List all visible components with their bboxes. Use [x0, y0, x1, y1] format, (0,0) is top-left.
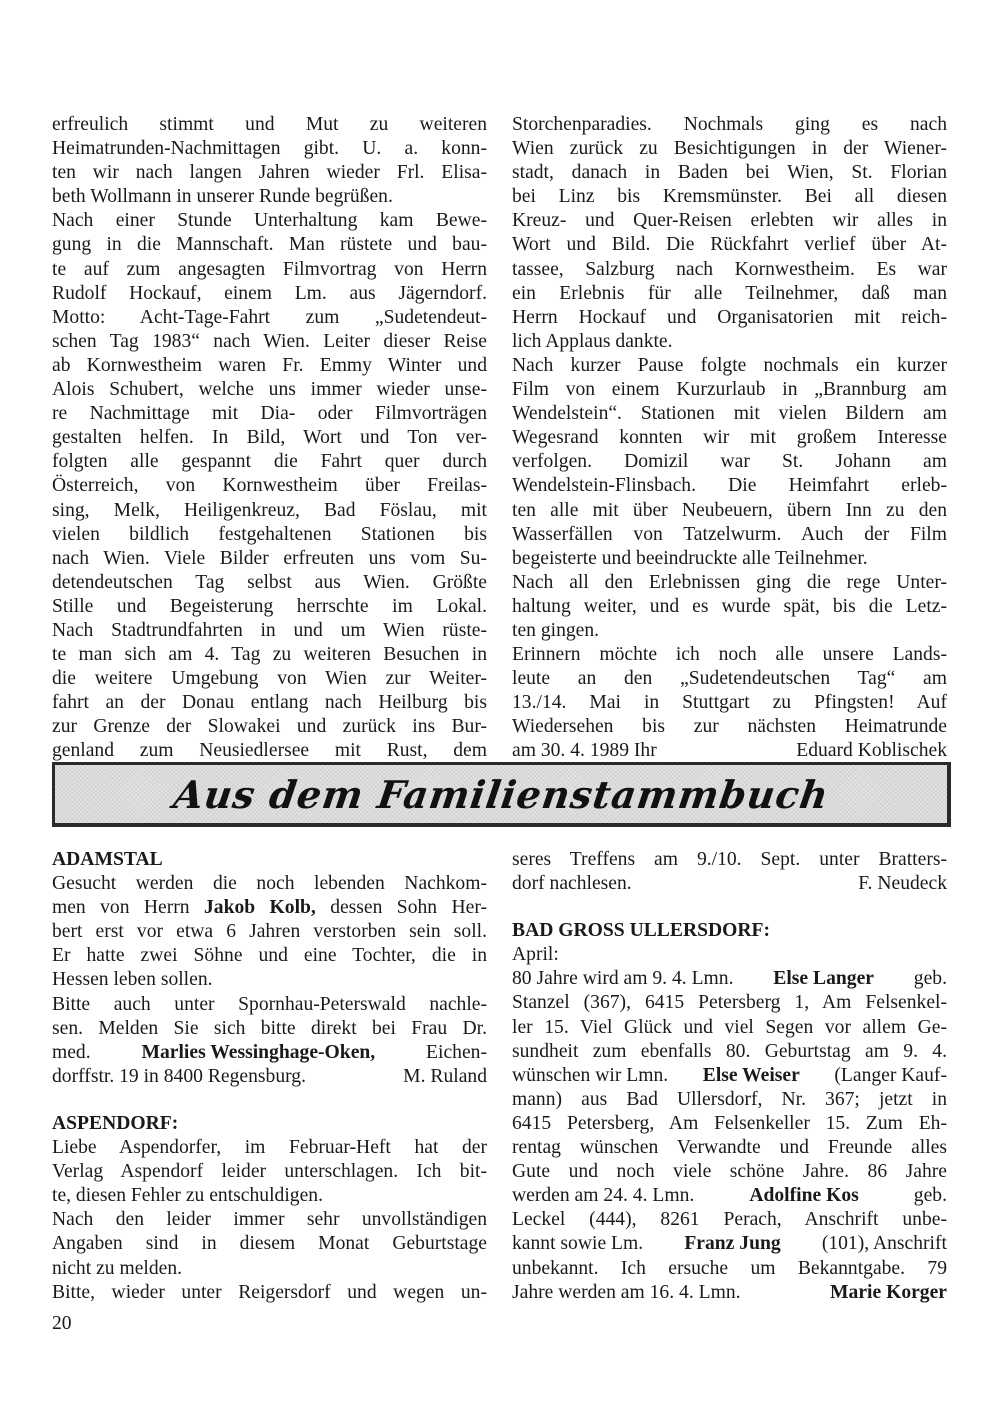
text-run: Jahre werden am 16. 4. Lmn. [512, 1281, 741, 1303]
article-left-column [52, 113, 487, 764]
text-run: geb. [913, 1185, 947, 1207]
text-line: sundheit zum ebenfalls 80. Geburtstag am 9. 4. [512, 1040, 947, 1062]
text-line: Nach all den Erlebnissen ging die rege Unter- [512, 571, 947, 593]
text-line: begeisterte und beeindruckte alle Teilnehmer. [512, 547, 868, 569]
person-name: Adolfine Kos [749, 1185, 859, 1207]
text-line: ten alle mit über Neubeuern, übern Inn zu den [512, 499, 947, 521]
author-signature: Eduard Koblischek [796, 740, 947, 762]
text-line: re Nachmittage mit Dia- oder Filmvorträgen [52, 403, 487, 425]
text-line: erfreulich stimmt und Mut zu weiteren [52, 114, 487, 135]
text-line: mann) aus Bad Ullersdorf, Nr. 367; jetzt in [512, 1088, 947, 1110]
month-label: April: [512, 944, 559, 966]
text-line: Stille und Begeisterung herrschte im Lokal. [52, 595, 487, 617]
text-run: kannt sowie Lm. [512, 1233, 644, 1255]
text-line: Herrn Hockauf und Organisatorien mit reich- [512, 306, 947, 328]
text-line: leute an den „Sudetendeutschen Tag“ am [512, 668, 947, 690]
text-line: Hessen leben sollen. [52, 969, 213, 991]
text-line: Wasserfällen von Tatzelwurm. Auch der Film [512, 523, 947, 545]
page-number: 20 [52, 1313, 72, 1334]
text-run: (101), Anschrift [821, 1233, 947, 1255]
text-line: 6415 Petersberg, Am Felsenkeller 15. Zum Eh- [512, 1112, 947, 1134]
text-run: wünschen wir Lmn. [512, 1064, 669, 1086]
text-line: Erinnern möchte ich noch alle unsere Lands- [512, 644, 947, 666]
text-line [52, 1065, 487, 1089]
text-line: Bitte auch unter Spornhau-Peterswald nachle- [52, 993, 487, 1015]
text-line: Leckel (444), 8261 Perach, Anschrift unbe- [512, 1209, 947, 1231]
text-run: 80 Jahre wird am 9. 4. Lmn. [512, 968, 734, 990]
text-line: Gesucht werden die noch lebenden Nachkom- [52, 873, 487, 895]
text-run: dorffstr. 19 in 8400 Regensburg. [52, 1065, 306, 1087]
text-line: schen Tag 1983“ nach Wien. Leiter dieser Reise [52, 330, 487, 352]
text-line: te man sich am 4. Tag zu weiteren Besuchen in [52, 644, 487, 666]
text-run: dessen Sohn Her- [315, 897, 487, 919]
text-line [512, 1281, 947, 1305]
text-line: nicht zu melden. [52, 1257, 183, 1279]
text-run: Eichen- [426, 1041, 487, 1063]
text-line: bert erst vor etwa 6 Jahren verstorben sein soll. [52, 921, 487, 943]
text-line: genland zum Neusiedlersee mit Rust, dem [52, 740, 487, 762]
text-line: Verlag Aspendorf leider unterschlagen. Ich bit- [52, 1161, 487, 1183]
text-run: werden am 24. 4. Lmn. [512, 1185, 695, 1207]
text-line: gestalten helfen. In Bild, Wort und Ton ver- [52, 427, 487, 449]
text-line: folgten alle gespannt die Fahrt quer durch [52, 451, 487, 473]
text-line: Nach Stadtrundfahrten in und um Wien rüste- [52, 619, 487, 641]
text-line: ein Erlebnis für alle Teilnehmer, daß man [512, 282, 947, 304]
text-line: fahrt an der Donau entlang nach Heilburg bis [52, 692, 487, 714]
text-line: Motto: Acht-Tage-Fahrt zum „Sudetendeut- [52, 306, 487, 328]
text-line: Nach kurzer Pause folgte nochmals ein kurzer [512, 354, 947, 376]
text-line: beth Wollmann in unserer Runde begrüßen. [52, 186, 393, 208]
text-line: Wendelstein-Flinsbach. Die Heimfahrt erleb- [512, 475, 947, 497]
text-run: men von Herrn [52, 897, 204, 919]
text-line: Bitte, wieder unter Reigersdorf und wegen un- [52, 1281, 487, 1303]
text-line: Kreuz- und Quer-Reisen erlebten wir alles in [512, 210, 947, 232]
text-line: gung in die Mannschaft. Man rüstete und bau- [52, 234, 487, 256]
text-line: ten gingen. [512, 619, 600, 641]
text-line: Nach einer Stunde Unterhaltung kam Bewe- [52, 210, 487, 232]
banner-title: Aus dem Familienstammbuch [170, 771, 832, 817]
text-line: Storchenparadies. Nochmals ging es nach [512, 114, 947, 135]
text-line: sing, Melk, Heiligenkreuz, Bad Föslau, mit [52, 499, 487, 521]
text-line: bei Linz bis Kremsmünster. Bei all diesen [512, 186, 947, 208]
family-news-left-column [52, 848, 487, 1305]
text-line [52, 896, 487, 920]
author-signature: M. Ruland [403, 1065, 487, 1087]
text-line [512, 967, 947, 991]
text-line: die weitere Umgebung von Wien zur Weiter- [52, 668, 487, 690]
text-line [52, 1041, 487, 1065]
text-line: seres Treffens am 9./10. Sept. unter Bratters- [512, 849, 947, 870]
text-run: geb. [913, 968, 947, 990]
person-name: Else Langer [773, 968, 874, 990]
text-line [512, 1232, 947, 1256]
text-line: Angaben sind in diesem Monat Geburtstage [52, 1233, 487, 1255]
text-line [512, 872, 947, 896]
text-line: ab Kornwestheim waren Fr. Emmy Winter und [52, 354, 487, 376]
family-news-right-column [512, 848, 947, 1305]
text-line: te auf zum angesagten Filmvortrag von Herrn [52, 258, 487, 280]
text-line: Wegesrand konnten wir mit großem Interesse [512, 427, 947, 449]
text-line: Nach den leider immer sehr unvollständigen [52, 1209, 487, 1231]
text-line: sen. Melden Sie sich bitte direkt bei Frau Dr. [52, 1017, 487, 1039]
text-line: ten wir nach langen Jahren wieder Frl. Elisa- [52, 162, 487, 184]
article-right-column [512, 113, 947, 764]
text-line: Heimatrunden-Nachmittagen gibt. U. a. konn- [52, 138, 487, 160]
text-line: Rudolf Hockauf, einem Lm. aus Jägerndorf. [52, 282, 487, 304]
text-line: Alois Schubert, welche uns immer wieder unse- [52, 379, 487, 401]
text-line: te, diesen Fehler zu entschuldigen. [52, 1185, 323, 1207]
person-name: Jakob Kolb, [203, 897, 316, 919]
text-line: detendeutschen Tag selbst aus Wien. Größte [52, 571, 487, 593]
text-line: Gute und noch viele schöne Jahre. 86 Jahre [512, 1161, 947, 1183]
text-line: Stanzel (367), 6415 Petersberg 1, Am Felsenkel- [512, 992, 947, 1014]
text-line: ler 15. Viel Glück und viel Segen vor allem Ge- [512, 1016, 947, 1038]
text-line [512, 1064, 947, 1088]
section-heading-bad-gross-ullersdorf: BAD GROSS ULLERSDORF: [512, 920, 771, 942]
closing-line [512, 739, 947, 763]
text-line [512, 1184, 947, 1208]
text-line: Österreich, von Kornwestheim über Freilas- [52, 475, 487, 497]
text-line: vielen bildlich festgehaltenen Stationen bis [52, 523, 487, 545]
text-line: haltung weiter, und es wurde spät, bis die Letz- [512, 595, 947, 617]
section-heading-adamstal: ADAMSTAL [52, 849, 163, 870]
text-line: tassee, Salzburg nach Kornwestheim. Es war [512, 258, 947, 280]
text-line: Liebe Aspendorfer, im Februar-Heft hat der [52, 1137, 487, 1159]
text-line: Er hatte zwei Söhne und eine Tochter, die in [52, 945, 487, 967]
text-line: rentag wünschen Verwandte und Freunde alles [512, 1137, 947, 1159]
author-signature: F. Neudeck [858, 873, 947, 895]
person-name: Marlies Wessinghage-Oken, [141, 1041, 376, 1063]
section-banner [52, 762, 951, 827]
text-line: unbekannt. Ich ersuche um Bekanntgabe. 79 [512, 1257, 947, 1279]
text-line: Wien zurück zu Besichtigungen in der Wiener- [512, 138, 947, 160]
spacer [52, 1089, 487, 1112]
text-line: Film von einem Kurzurlaub in „Brannburg am [512, 379, 947, 401]
person-name: Else Weiser [702, 1064, 800, 1086]
text-line: Wiedersehen bis zur nächsten Heimatrunde [512, 716, 947, 738]
section-heading-aspendorf: ASPENDORF: [52, 1112, 179, 1134]
person-name: Franz Jung [684, 1233, 781, 1255]
spacer [512, 896, 947, 919]
text-run: (Langer Kauf- [834, 1064, 947, 1086]
text-line: Wort und Bild. Die Rückfahrt verlief über At- [512, 234, 947, 256]
text-line: verfolgen. Domizil war St. Johann am [512, 451, 947, 473]
closing-date: am 30. 4. 1989 Ihr [512, 740, 657, 762]
text-run: dorf nachlesen. [512, 873, 632, 895]
person-name: Marie Korger [830, 1281, 947, 1303]
text-line: lich Applaus dankte. [512, 330, 673, 352]
text-line: 13./14. Mai in Stuttgart zu Pfingsten! Auf [512, 692, 947, 714]
text-line: nach Wien. Viele Bilder erfreuten uns vom Su- [52, 547, 487, 569]
text-line: zur Grenze der Slowakei und zurück ins Bur- [52, 716, 487, 738]
text-line: Wendelstein“. Stationen mit vielen Bildern am [512, 403, 947, 425]
text-line: stadt, danach in Baden bei Wien, St. Florian [512, 162, 947, 184]
text-run: med. [52, 1041, 91, 1063]
